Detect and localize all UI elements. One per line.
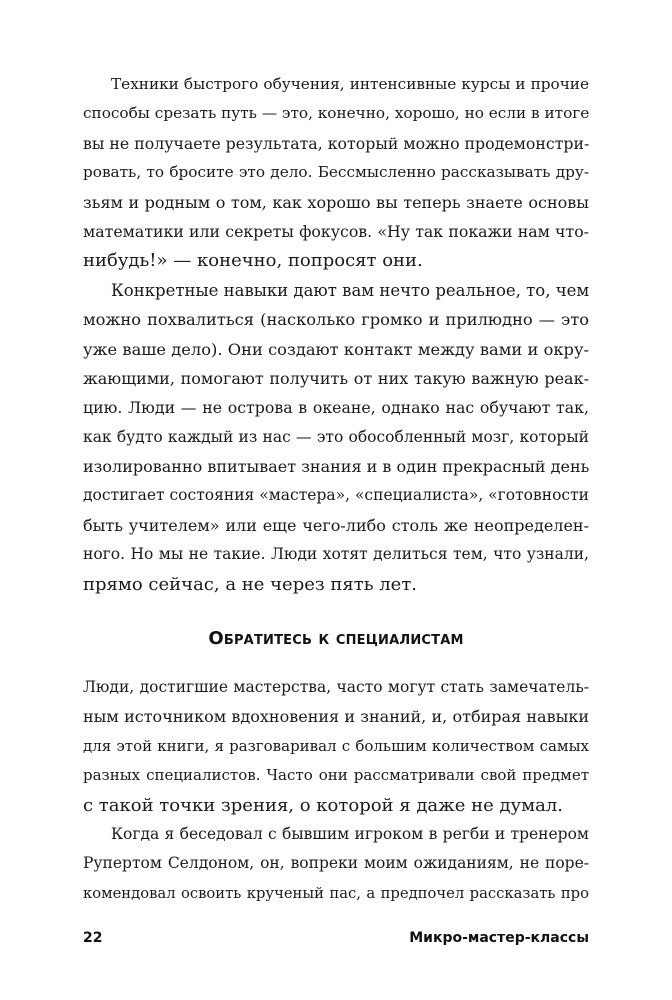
text-line: достигает состояния «мастера», «специалиста», «готовности [83, 486, 589, 505]
text-line: Конкретные навыки дают вам нечто реальное, то, чем [111, 280, 590, 300]
text-line: цию. Люди — не острова в океане, однако нас обучают так, [83, 398, 589, 418]
text-line: комендовал освоить крученый пас, а предпочел рассказать про [83, 884, 589, 902]
text-line: как будто каждый из нас — это обособленный мозг, который [83, 427, 589, 446]
text-line: ного. Но мы не такие. Люди хотят делиться тем, что узнали, [83, 545, 589, 564]
text-line: можно похвалиться (насколько громко и прилюдно — это [83, 310, 589, 330]
text-line: уже ваше дело). Они создают контакт между вами и окру- [83, 339, 589, 359]
text-line: Когда я беседовал с бывшим игроком в регби и тренером [111, 824, 589, 843]
text-block-bottom [83, 673, 589, 908]
text-block-top [83, 70, 589, 599]
text-line: нибудь!» — конечно, попросят они. [83, 250, 423, 272]
section-heading: Обратитесь к специалистам [208, 628, 464, 649]
text-line: вы не получаете результата, который можно продемонстри- [83, 133, 590, 153]
text-line: с такой точки зрения, о которой я даже не думал. [83, 794, 564, 816]
text-line: Люди, достигшие мастерства, часто могут стать замечатель- [83, 678, 589, 696]
text-line: быть учителем» или еще чего-либо столь же неопределен- [83, 515, 589, 535]
text-line: прямо сейчас, а не через пять лет. [83, 573, 418, 595]
text-line: ным источником вдохновения и знаний, и, отбирая навыки [83, 707, 589, 727]
text-line: ровать, то бросите это дело. Бессмысленно рассказывать дру- [83, 163, 589, 182]
text-line: разных специалистов. Часто они рассматривали свой предмет [83, 766, 589, 785]
text-line: Техники быстрого обучения, интенсивные курсы и прочие [111, 75, 589, 93]
text-line: способы срезать путь — это, конечно, хорошо, но если в итоге [83, 104, 590, 123]
running-title: Микро-мастер-классы [409, 930, 589, 946]
text-line: жающими, помогают получить от них такую важную реак- [83, 368, 589, 388]
text-line: Рупертом Селдоном, он, вопреки моим ожиданиям, не поре- [83, 854, 589, 873]
page-number: 22 [83, 930, 103, 946]
text-line: математики или секреты фокусов. «Ну так покажи нам что- [83, 221, 589, 241]
text-line: зьям и родным о том, как хорошо вы теперь знаете основы [83, 192, 589, 212]
text-line: изолированно впитывает знания и в один прекрасный день [83, 457, 590, 477]
text-line: для этой книги, я разговаривал с большим количеством самых [83, 736, 589, 755]
